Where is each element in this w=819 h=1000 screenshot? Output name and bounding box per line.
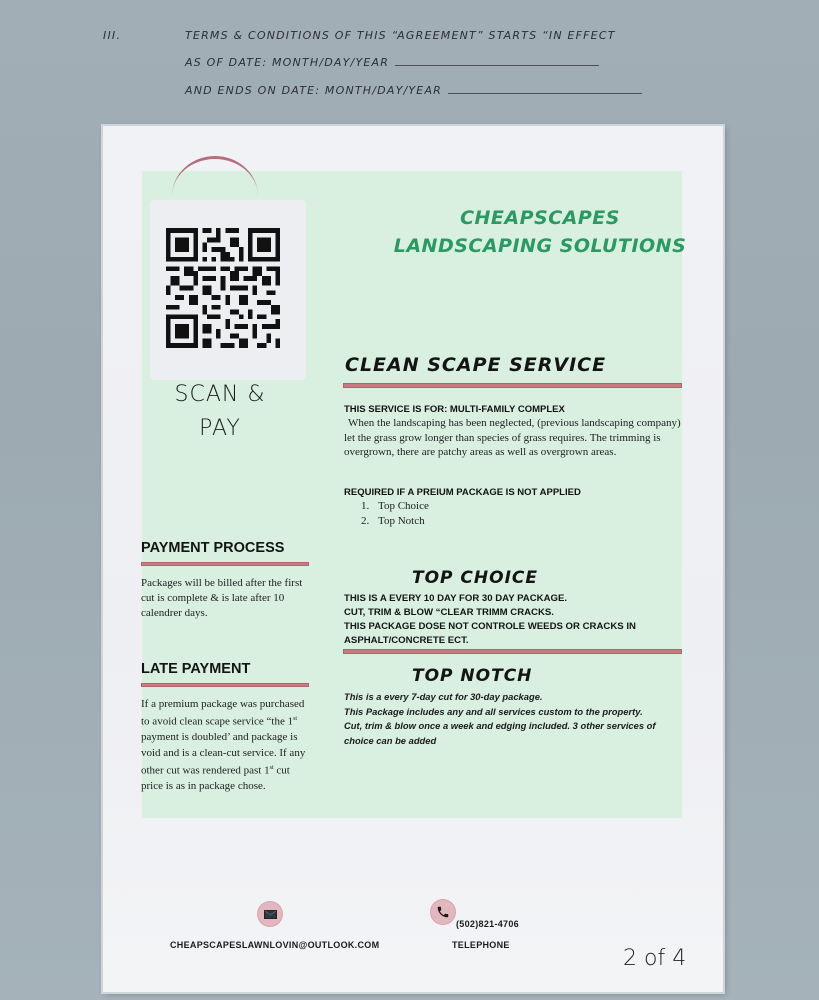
scan-caption-line-1: SCAN & bbox=[174, 382, 266, 407]
clean-scape-for-label: THIS SERVICE IS FOR: MULTI-FAMILY COMPLEX bbox=[344, 404, 565, 415]
top-choice-line: THIS IS A EVERY 10 DAY FOR 30 DAY PACKAGE. bbox=[344, 593, 568, 604]
late-payment-title: LATE PAYMENT bbox=[141, 661, 251, 677]
envelope-icon bbox=[258, 902, 282, 926]
terms-line-2 bbox=[185, 56, 599, 69]
end-date-field[interactable] bbox=[448, 85, 642, 94]
top-choice-line: THIS PACKAGE DOSE NOT CONTROLE WEEDS OR CRACKS IN bbox=[344, 621, 636, 632]
top-choice-divider bbox=[343, 649, 682, 654]
top-notch-details bbox=[344, 690, 689, 748]
scan-and-pay-caption bbox=[150, 378, 290, 446]
phone-number[interactable]: (502)821-4706 bbox=[456, 919, 519, 929]
payment-process-title: PAYMENT PROCESS bbox=[141, 540, 285, 556]
terms-line-3 bbox=[185, 84, 642, 97]
required-options-list bbox=[361, 499, 429, 528]
end-date-label: AND ENDS ON DATE: MONTH/DAY/YEAR bbox=[185, 84, 443, 97]
late-payment-divider bbox=[141, 683, 309, 687]
page-number: 2 of 4 bbox=[623, 946, 687, 971]
option-top-notch: Top Notch bbox=[378, 514, 425, 527]
top-notch-title: TOP NOTCH bbox=[412, 666, 533, 686]
scan-caption-line-2: PAY bbox=[199, 416, 241, 441]
terms-line-1: TERMS & CONDITIONS OF THIS “AGREEMENT” STARTS “IN EFFECT bbox=[185, 29, 616, 42]
top-notch-line: choice can be added bbox=[344, 734, 437, 746]
payment-process-body: Packages will be billed after the first cut is complete & is late after 10 calendrer days. bbox=[141, 577, 303, 619]
payment-process-divider bbox=[141, 562, 309, 566]
start-date-label: AS OF DATE: MONTH/DAY/YEAR bbox=[185, 56, 390, 69]
list-item: 1. Top Choice bbox=[361, 500, 429, 512]
option-top-choice: Top Choice bbox=[378, 500, 429, 512]
top-choice-line: ASPHALT/CONCRETE ECT. bbox=[344, 635, 469, 646]
late-payment-body: If a premium package was purchased to avoid clean scape service “the 1st payment is doubled’ and package is void and is a clean-cut service. If any other cut was rendered past 1st cut price is as in package chose. bbox=[141, 698, 306, 792]
top-choice-title: TOP CHOICE bbox=[412, 568, 538, 588]
required-label: REQUIRED IF A PREIUM PACKAGE IS NOT APPLIED bbox=[344, 487, 581, 498]
clean-scape-divider bbox=[343, 383, 682, 388]
top-notch-line: This is a every 7-day cut for 30-day package. bbox=[344, 691, 543, 702]
top-notch-line: This Package includes any and all services custom to the property. bbox=[344, 705, 643, 717]
qr-code-icon[interactable] bbox=[166, 228, 280, 348]
company-name-line-2: LANDSCAPING SOLUTIONS bbox=[393, 235, 687, 257]
email-address[interactable]: CHEAPSCAPESLAWNLOVIN@OUTLOOK.COM bbox=[170, 940, 380, 950]
start-date-field[interactable] bbox=[395, 57, 599, 66]
phone-label: TELEPHONE bbox=[452, 940, 510, 950]
top-choice-details bbox=[344, 592, 684, 648]
company-name bbox=[380, 204, 700, 260]
company-name-line-1: CHEAPSCAPES bbox=[460, 207, 620, 229]
section-number: III. bbox=[103, 29, 122, 42]
list-item: 2. Top Notch bbox=[361, 514, 425, 527]
clean-scape-title: CLEAN SCAPE SERVICE bbox=[345, 354, 607, 376]
top-choice-line: CUT, TRIM & BLOW “CLEAR TRIMM CRACKS. bbox=[344, 607, 554, 618]
phone-icon bbox=[431, 900, 455, 924]
clean-scape-description: When the landscaping has been neglected, (previous landscaping company) let the grass grow longer than species of grass requires. The trimming is overgrown, there are patchy areas as well as overgrown areas. bbox=[344, 417, 681, 458]
top-notch-line: Cut, trim & blow once a week and edging included. 3 other services of bbox=[344, 720, 656, 731]
